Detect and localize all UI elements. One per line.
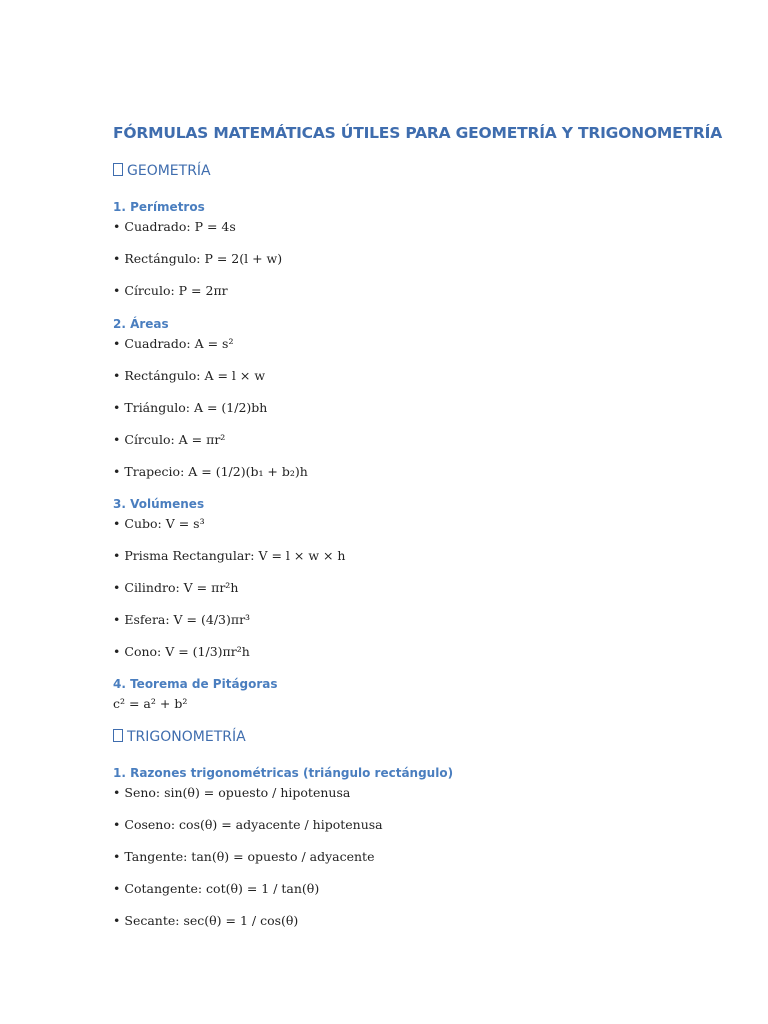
list-item: • Cuadrado: P = 4s <box>113 219 236 234</box>
list-item: • Rectángulo: P = 2(l + w) <box>113 251 283 266</box>
list-item: • Triángulo: A = (1/2)bh <box>113 400 268 415</box>
subheading-pitagoras: 4. Teorema de Pitágoras <box>113 677 278 691</box>
subheading-volumenes: 3. Volúmenes <box>113 497 205 511</box>
subheading-razones: 1. Razones trigonométricas (triángulo rectángulo) <box>113 766 454 780</box>
list-item: • Seno: sin(θ) = opuesto / hipotenusa <box>113 785 351 800</box>
subheading-areas: 2. Áreas <box>113 317 169 331</box>
list-item: • Cuadrado: A = s² <box>113 336 234 351</box>
list-item: • Cono: V = (1/3)πr²h <box>113 644 250 659</box>
section-heading-geometria <box>113 163 211 179</box>
missing-glyph-icon <box>113 729 123 742</box>
missing-glyph-icon <box>113 163 123 176</box>
subheading-perimetros: 1. Perímetros <box>113 200 205 214</box>
list-item: • Rectángulo: A = l × w <box>113 368 266 383</box>
list-item: • Cotangente: cot(θ) = 1 / tan(θ) <box>113 881 320 896</box>
section-heading-label: TRIGONOMETRÍA <box>127 729 246 745</box>
list-item: • Círculo: P = 2πr <box>113 283 228 298</box>
list-item: • Prisma Rectangular: V = l × w × h <box>113 548 346 563</box>
list-item: • Cilindro: V = πr²h <box>113 580 239 595</box>
list-item: • Círculo: A = πr² <box>113 432 226 447</box>
list-item: • Coseno: cos(θ) = adyacente / hipotenusa <box>113 817 383 832</box>
section-heading-trigonometria <box>113 729 246 745</box>
pitagoras-formula: c² = a² + b² <box>113 696 188 711</box>
list-item: • Trapecio: A = (1/2)(b₁ + b₂)h <box>113 464 308 479</box>
list-item: • Secante: sec(θ) = 1 / cos(θ) <box>113 913 299 928</box>
section-heading-label: GEOMETRÍA <box>127 163 211 179</box>
document-title: FÓRMULAS MATEMÁTICAS ÚTILES PARA GEOMETRÍA Y TRIGONOMETRÍA <box>113 124 723 142</box>
list-item: • Tangente: tan(θ) = opuesto / adyacente <box>113 849 375 864</box>
list-item: • Cubo: V = s³ <box>113 516 205 531</box>
list-item: • Esfera: V = (4/3)πr³ <box>113 612 251 627</box>
